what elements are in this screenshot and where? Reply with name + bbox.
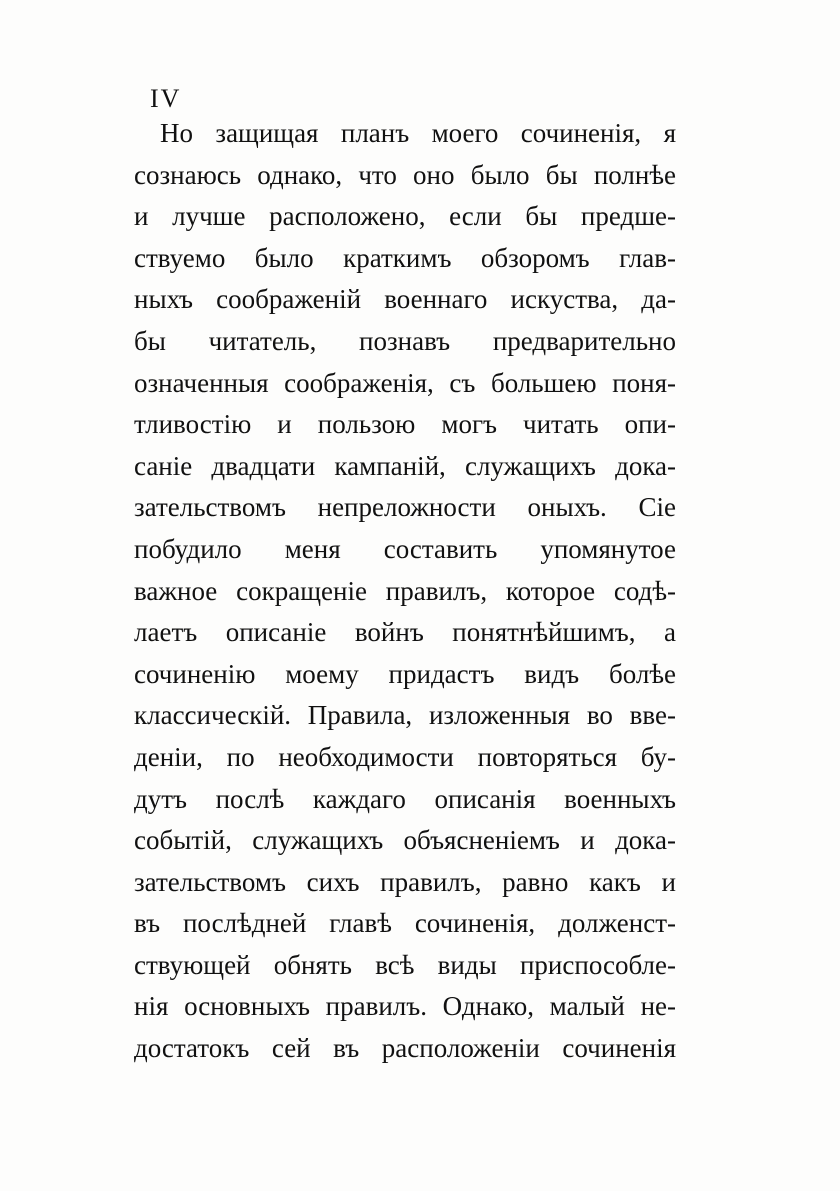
text-line: означенныя соображенія, съ большею поня- (134, 367, 676, 398)
text-line: Но защищая планъ моего сочиненія, я (160, 118, 676, 148)
text-line: событій, служащихъ объясненіемъ и дока- (134, 825, 676, 856)
text-line: ствуемо было краткимъ обзоромъ глав- (134, 242, 676, 273)
text-line: въ послѣдней главѣ сочиненія, долженст- (134, 908, 676, 939)
text-line: тливостію и пользою могъ читать опи- (134, 409, 676, 440)
text-line: деніи, по необходимости повторяться бу- (134, 741, 676, 772)
body-text (134, 113, 676, 1070)
page-number: IV (150, 84, 182, 113)
text-line: саніе двадцати кампаній, служащихъ дока- (134, 450, 676, 481)
text-line: лаетъ описаніе войнъ понятнѣйшимъ, а (134, 617, 676, 648)
text-line: ныхъ соображеній военнаго искуства, да- (134, 284, 676, 315)
text-line: сознаюсь однако, что оно было бы полнѣе (134, 159, 676, 190)
text-line: классическій. Правила, изложенныя во вве- (134, 700, 676, 731)
text-line: побудило меня составить упомянутое (134, 533, 676, 564)
text-line: достатокъ сей въ расположеніи сочиненія (134, 1033, 676, 1064)
text-line: зательствомъ сихъ правилъ, равно какъ и (134, 866, 676, 897)
text-line: ствующей обнять всѣ виды приспособле- (134, 949, 676, 980)
text-line: бы читатель, познавъ предварительно (134, 325, 676, 356)
text-line: зательствомъ непреложности оныхъ. Сіе (134, 492, 676, 523)
text-line: дутъ послѣ каждаго описанія военныхъ (134, 783, 676, 814)
text-line: и лучше расположено, если бы предше- (134, 201, 676, 232)
text-line: важное сокращеніе правилъ, которое содѣ- (134, 575, 676, 606)
text-line: нія основныхъ правилъ. Однако, малый не- (134, 991, 676, 1022)
text-line: сочиненію моему придастъ видъ болѣе (134, 658, 676, 689)
